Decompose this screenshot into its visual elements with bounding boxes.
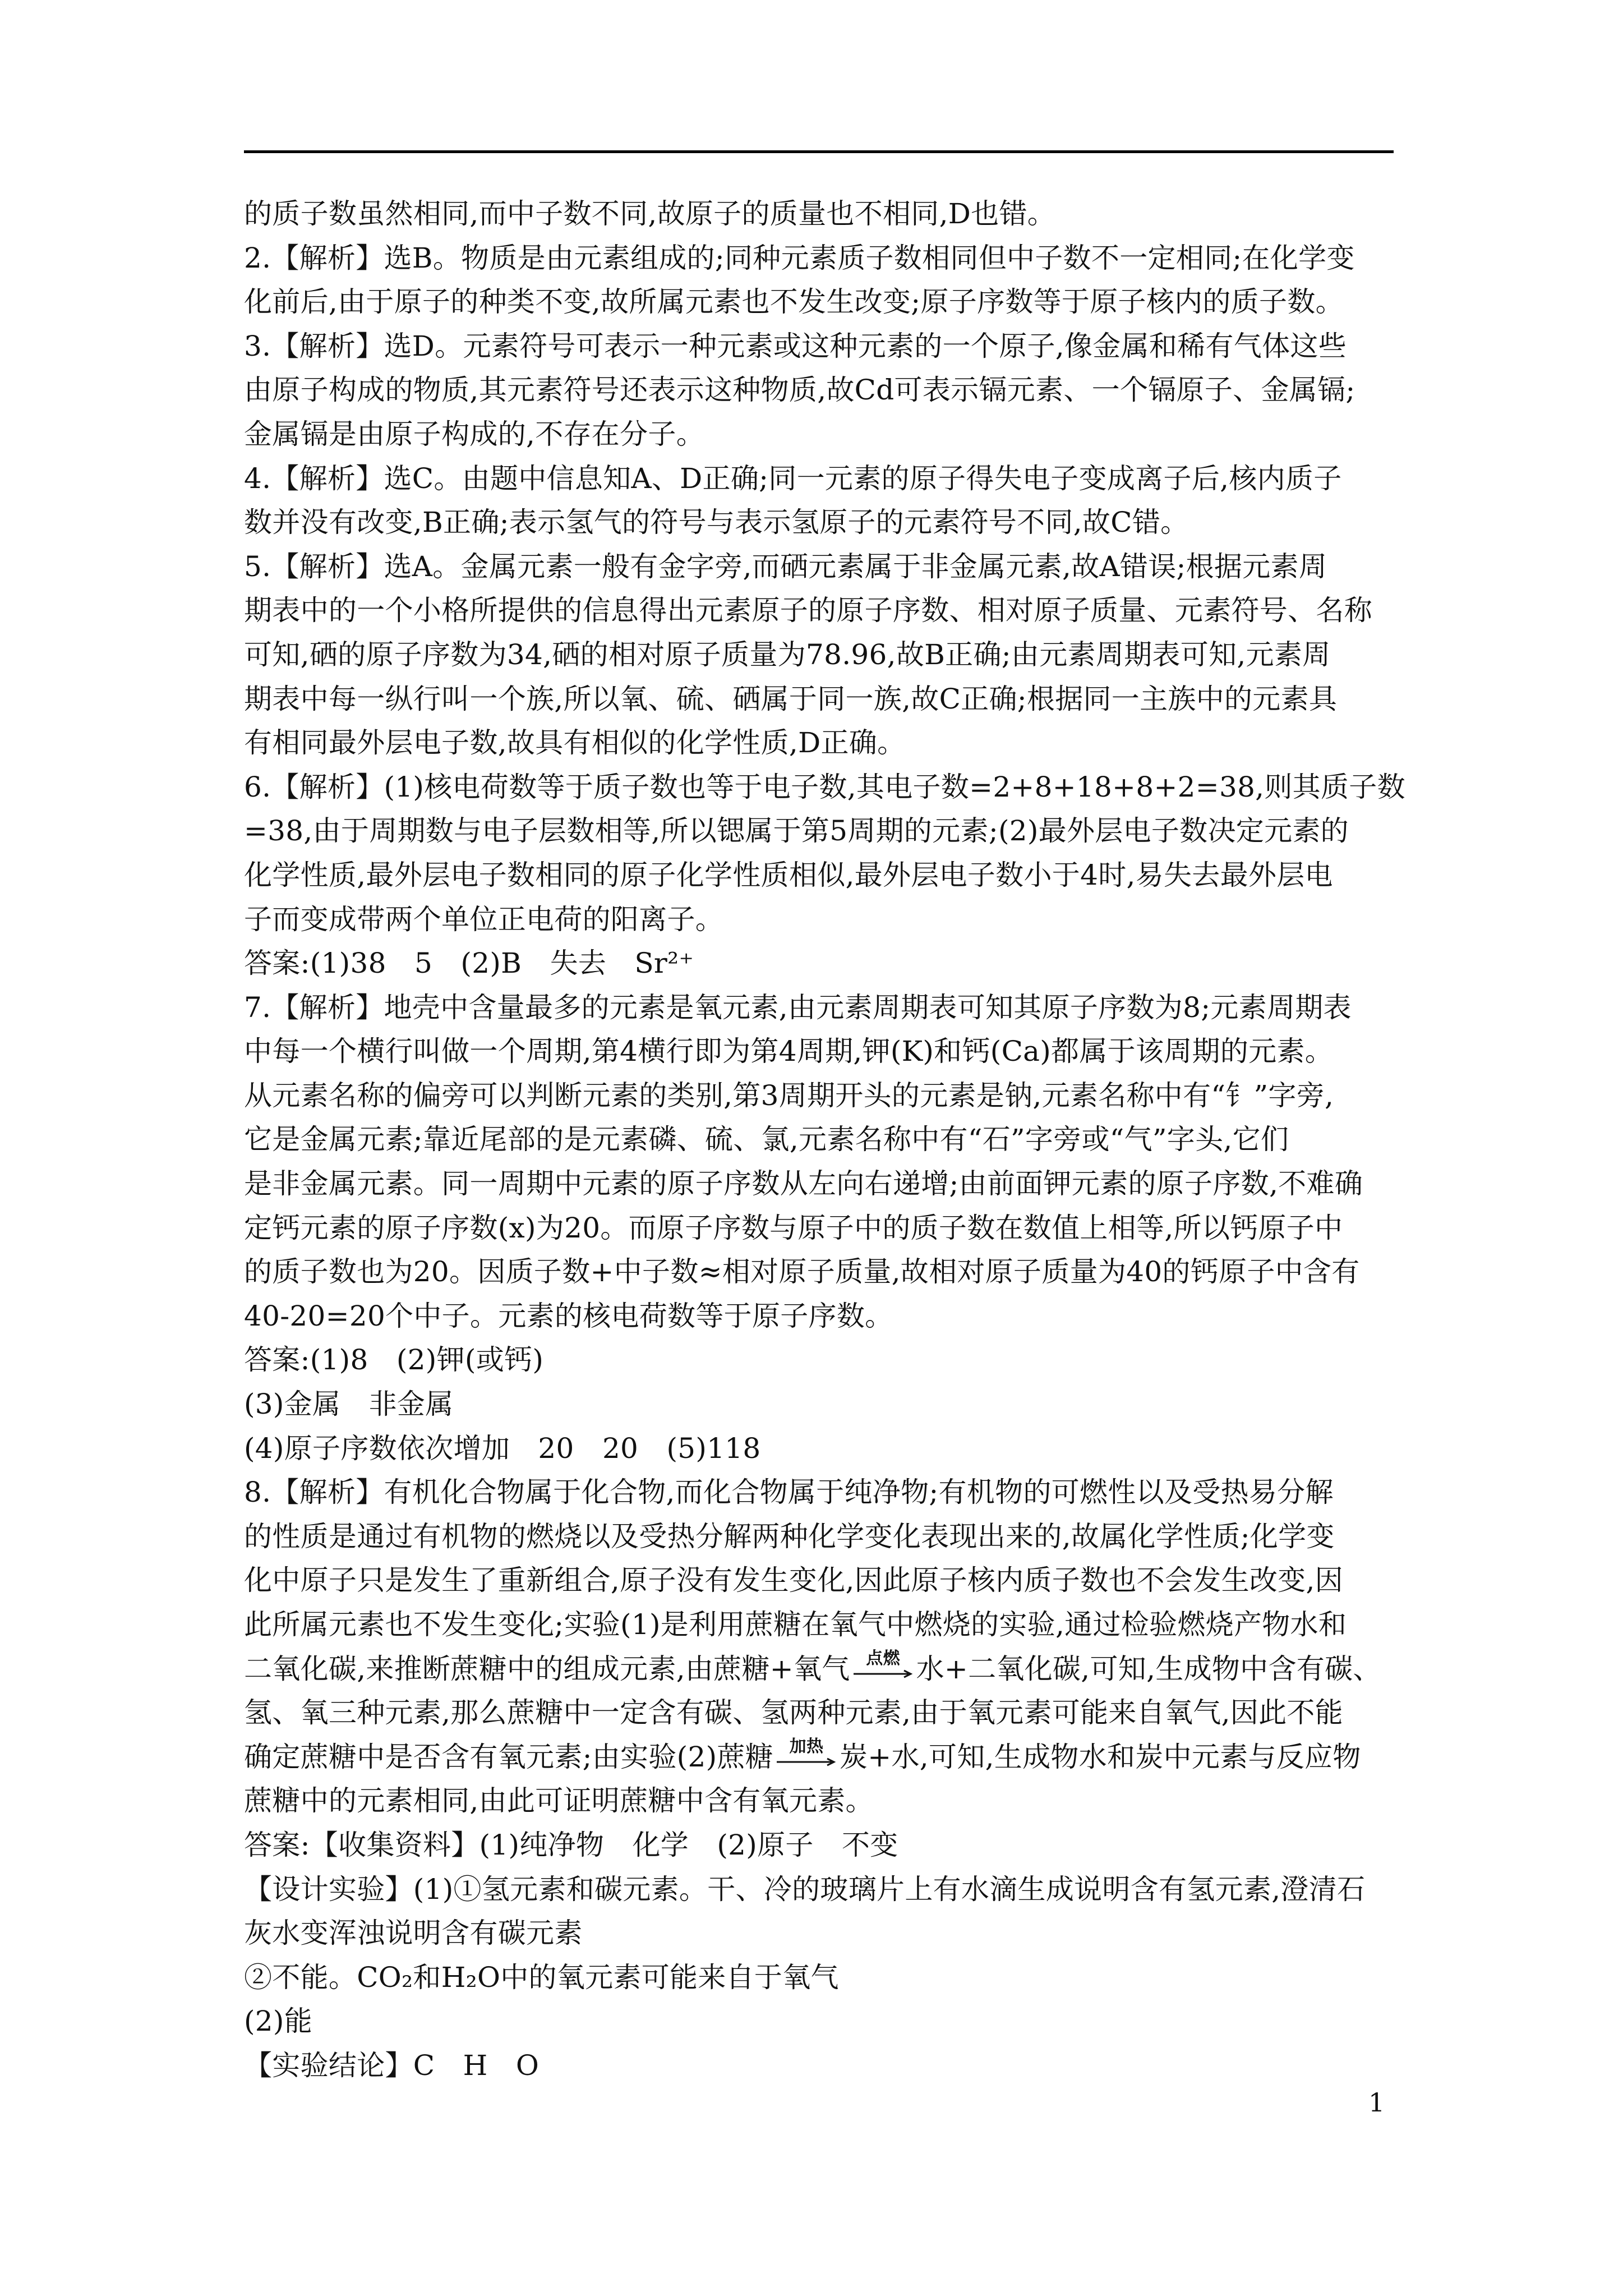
answer-8-line: 8.【解析】有机化合物属于化合物,而化合物属于纯净物;有机物的可燃性以及受热易分解: [244, 1476, 1334, 1509]
text-line: 子而变成带两个单位正电荷的阳离子。: [244, 903, 724, 936]
reaction-arrow: [852, 1648, 914, 1682]
text-line: 的质子数虽然相同,而中子数不同,故原子的质量也不相同,D也错。: [244, 197, 1056, 230]
answer-text-block: [244, 192, 1405, 2088]
answer-5-line: 5.【解析】选A。金属元素一般有金字旁,而硒元素属于非金属元素,故A错误;根据元素周: [244, 550, 1327, 583]
answer-8-result: (2)能: [244, 2005, 313, 2038]
page-number: 1: [1368, 2087, 1385, 2118]
text-line: 40-20=20个中子。元素的核电荷数等于原子序数。: [244, 1299, 893, 1332]
text-line: 此所属元素也不发生变化;实验(1)是利用蔗糖在氧气中燃烧的实验,通过检验燃烧产物水和: [244, 1608, 1347, 1641]
text-line: 蔗糖中的元素相同,由此可证明蔗糖中含有氧元素。: [244, 1784, 874, 1818]
text-line: 的性质是通过有机物的燃烧以及受热分解两种化学变化表现出来的,故属化学性质;化学变: [244, 1520, 1335, 1553]
answer-8-result: 灰水变浑浊说明含有碳元素: [244, 1917, 583, 1950]
answer-7-result: 答案:(1)8 (2)钾(或钙): [244, 1343, 544, 1377]
text-line-with-equation: [244, 1735, 1394, 1779]
answer-8-result: ②不能。CO₂和H₂O中的氧元素可能来自于氧气: [244, 1961, 839, 1994]
text-line: 氢、氧三种元素,那么蔗糖中一定含有碳、氢两种元素,由于氧元素可能来自氧气,因此不能: [244, 1696, 1343, 1729]
text-line: 的质子数也为20。因质子数+中子数≈相对原子质量,故相对原子质量为40的钙原子中含有: [244, 1255, 1360, 1289]
text-segment: 水+二氧化碳,可知,生成物中含有碳、: [916, 1652, 1381, 1685]
header-rule: [244, 150, 1394, 153]
answer-3-line: 3.【解析】选D。元素符号可表示一种元素或这种元素的一个原子,像金属和稀有气体这些: [244, 329, 1347, 362]
text-segment: 确定蔗糖中是否含有氧元素;由实验(2)蔗糖: [244, 1740, 773, 1773]
answer-6-result: 答案:(1)38 5 (2)B 失去 Sr²⁺: [244, 947, 694, 980]
text-line: 化前后,由于原子的种类不变,故所属元素也不发生改变;原子序数等于原子核内的质子数。: [244, 286, 1344, 319]
text-segment: 炭+水,可知,生成物水和炭中元素与反应物: [839, 1740, 1361, 1773]
text-line: 它是金属元素;靠近尾部的是元素磷、硫、氯,元素名称中有“石”字旁或“气”字头,它们: [244, 1123, 1289, 1156]
right-arrow-icon: [852, 1669, 914, 1678]
text-line: 期表中的一个小格所提供的信息得出元素原子的原子序数、相对原子质量、元素符号、名称: [244, 594, 1372, 627]
answer-7-result: (4)原子序数依次增加 20 20 (5)118: [244, 1432, 761, 1465]
text-line: 金属镉是由原子构成的,不存在分子。: [244, 417, 704, 450]
text-line: 有相同最外层电子数,故具有相似的化学性质,D正确。: [244, 726, 906, 760]
text-line-with-equation: [244, 1647, 1394, 1691]
answer-2-line: 2.【解析】选B。物质是由元素组成的;同种元素质子数相同但中子数不一定相同;在化学变: [244, 241, 1355, 274]
text-line: 化中原子只是发生了重新组合,原子没有发生变化,因此原子核内质子数也不会发生改变,因: [244, 1564, 1343, 1597]
text-line: 从元素名称的偏旁可以判断元素的类别,第3周期开头的元素是钠,元素名称中有“钅”字旁,: [244, 1079, 1334, 1112]
text-line: 化学性质,最外层电子数相同的原子化学性质相似,最外层电子数小于4时,易失去最外层电: [244, 858, 1333, 891]
text-line: 中每一个横行叫做一个周期,第4横行即为第4周期,钾(K)和钙(Ca)都属于该周期的元素。: [244, 1035, 1334, 1068]
right-arrow-icon: [776, 1757, 837, 1766]
text-line: 由原子构成的物质,其元素符号还表示这种物质,故Cd可表示镉元素、一个镉原子、金属镉;: [244, 374, 1355, 407]
answer-8-result: 答案:【收集资料】(1)纯净物 化学 (2)原子 不变: [244, 1828, 898, 1861]
text-line: 定钙元素的原子序数(x)为20。而原子序数与原子中的质子数在数值上相等,所以钙原子中: [244, 1211, 1343, 1244]
reaction-condition: 点燃: [866, 1648, 900, 1668]
reaction-arrow: [776, 1736, 837, 1770]
reaction-condition: 加热: [789, 1736, 824, 1756]
text-line: 期表中每一纵行叫一个族,所以氧、硫、硒属于同一族,故C正确;根据同一主族中的元素具: [244, 682, 1338, 715]
answer-8-result: 【实验结论】C H O: [244, 2049, 540, 2082]
text-line: 可知,硒的原子序数为34,硒的相对原子质量为78.96,故B正确;由元素周期表可知,元素周: [244, 638, 1331, 671]
text-line: 是非金属元素。同一周期中元素的原子序数从左向右递增;由前面钾元素的原子序数,不难确: [244, 1167, 1363, 1200]
answer-7-line: 7.【解析】地壳中含量最多的元素是氧元素,由元素周期表可知其原子序数为8;元素周期表: [244, 991, 1352, 1024]
text-line: 数并没有改变,B正确;表示氢气的符号与表示氢原子的元素符号不同,故C错。: [244, 506, 1189, 539]
answer-4-line: 4.【解析】选C。由题中信息知A、D正确;同一元素的原子得失电子变成离子后,核内质子: [244, 462, 1342, 495]
text-line: =38,由于周期数与电子层数相等,所以锶属于第5周期的元素;(2)最外层电子数决定元素的: [244, 815, 1349, 848]
text-segment: 二氧化碳,来推断蔗糖中的组成元素,由蔗糖+氧气: [244, 1652, 850, 1685]
answer-6-line: 6.【解析】(1)核电荷数等于质子数也等于电子数,其电子数=2+8+18+8+2=38,则其质子数: [244, 770, 1405, 803]
answer-8-result: 【设计实验】(1)①氢元素和碳元素。干、冷的玻璃片上有水滴生成说明含有氢元素,澄清石: [244, 1872, 1366, 1906]
answer-7-result: (3)金属 非金属: [244, 1388, 454, 1421]
